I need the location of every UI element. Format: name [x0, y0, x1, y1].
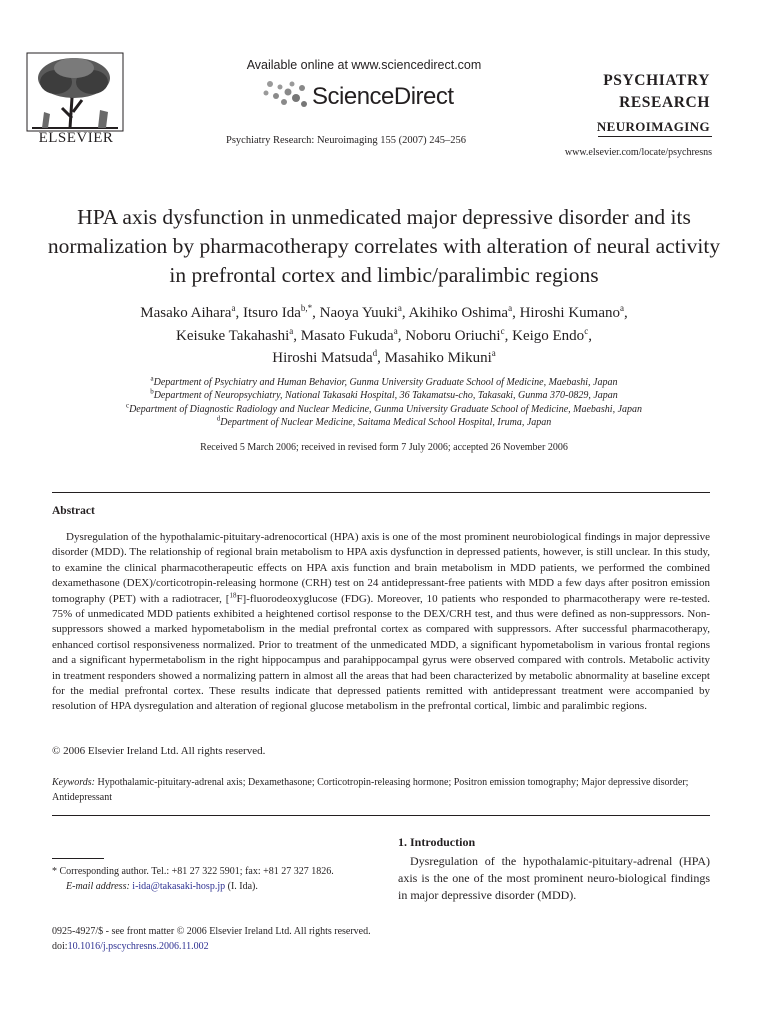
corresponding-author-note: * Corresponding author. Tel.: +81 27 322 5901; fax: +81 27 327 1826. [52, 866, 334, 877]
author-affiliation-mark: a [393, 325, 398, 336]
author-separator: , [624, 305, 628, 321]
affiliation-list [40, 376, 728, 430]
introduction-paragraph: Dysregulation of the hypothalamic-pituitary-adrenal (HPA) axis is the one of the most prominent neuro-biological findings in major depressive disorder (MDD). [398, 854, 710, 902]
affiliation-text: Department of Nuclear Medicine, Saitama Medical School Hospital, Iruma, Japan [220, 417, 552, 429]
journal-section: NEUROIMAGING [596, 119, 710, 134]
keywords-list: Hypothalamic-pituitary-adrenal axis; Dexamethasone; Corticotropin-releasing hormone; Positron emission tomography; Major depressive disorder; Antidepressant [52, 777, 689, 803]
author-name: Noboru Oriuchi [405, 327, 501, 344]
abstract-text-part1: Dysregulation of the hypothalamic-pituitary-adrenocortical (HPA) axis is one of the most prominent neurobiological findings in major depressive disorder (MDD). The relationship of regional brain metabolism to HPA axis dysfunction in depressed patients, however, is still unclear. In this study, to examine the clinical pharmacotherapeutic effects on HPA axis function and brain metabolism in MDD patients, we performed the combined dexamethasone (DEX)/corticotropin-releasing hormone (CRH) test on 24 antidepressant-free patients with MDD a few days after positron emission tomography (PET) with a radiotracer, [ [52, 531, 710, 605]
author-separator: , [293, 327, 301, 344]
doi-label: doi: [52, 940, 68, 952]
author-name: Masato Fukuda [300, 327, 394, 344]
author-name: Hiroshi Kumano [519, 305, 621, 321]
affiliation-mark: b [150, 388, 154, 397]
author-separator: , [401, 305, 409, 321]
author-separator: , [512, 305, 520, 321]
abstract-top-rule [52, 492, 710, 493]
affiliation-line [40, 376, 728, 389]
issn-line: 0925-4927/$ - see front matter © 2006 Elsevier Ireland Ltd. All rights reserved. [52, 926, 371, 937]
author-name: Hiroshi Matsuda [272, 350, 373, 366]
affiliation-mark: c [125, 401, 130, 410]
elsevier-wordmark: ELSEVIER [38, 130, 114, 146]
abstract-heading: Abstract [52, 505, 95, 517]
front-matter [52, 925, 472, 954]
author-affiliation-mark: a [491, 348, 496, 358]
email-link[interactable]: i-ida@takasaki-hosp.jp [132, 881, 226, 892]
isotope-superscript: 18 [229, 590, 237, 599]
affiliation-mark: a [150, 374, 154, 383]
affiliation-text: Department of Psychiatry and Human Behavior, Gunma University Graduate School of Medicine, Maebashi, Japan [153, 377, 618, 388]
sciencedirect-dots-icon [262, 78, 310, 110]
received-dates: Received 5 March 2006; received in revised form 7 July 2006; accepted 26 November 2006 [200, 442, 568, 453]
article-title: HPA axis dysfunction in unmedicated major depressive disorder and its normalization by pharmacotherapy correlates with alteration of neural activity in prefrontal cortex and limbic/paralimbic regions [47, 205, 721, 287]
affiliation-mark: d [216, 414, 221, 423]
author-separator: , [312, 305, 320, 321]
abstract-body [52, 530, 710, 715]
available-online-text: Available online at www.sciencedirect.com [246, 58, 482, 72]
journal-title-line2: RESEARCH [619, 94, 710, 111]
author-name: Masahiko Mikuni [384, 350, 492, 366]
section-heading-introduction: 1. Introduction [398, 835, 476, 849]
keywords-label: Keywords: [52, 777, 95, 788]
author-separator: , [377, 350, 385, 366]
affiliation-text: Department of Diagnostic Radiology and Nuclear Medicine, Gunma University Graduate School of Medicine, Maebashi, Japan [129, 403, 643, 415]
footnote-rule [52, 858, 104, 859]
affiliation-line [40, 416, 728, 429]
keywords [52, 775, 710, 805]
affiliation-text: Department of Neuropsychiatry, National Takasaki Hospital, 36 Takamatsu-cho, Takasaki, Gunma 370-0829, Japan [153, 390, 618, 402]
author-affiliation-mark: a [620, 303, 625, 313]
author-affiliation-mark: a [289, 325, 294, 336]
author-affiliation-mark: a [508, 303, 513, 313]
elsevier-tree-logo [26, 52, 124, 132]
journal-citation: Psychiatry Research: Neuroimaging 155 (2007) 245–256 [226, 135, 466, 146]
author-list [40, 302, 728, 370]
author-affiliation-mark: c [500, 325, 505, 336]
author-name: Akihiko Oshima [408, 305, 509, 321]
email-suffix: (I. Ida). [225, 881, 258, 892]
journal-title-line1: PSYCHIATRY [603, 72, 710, 89]
affiliation-line [40, 389, 728, 402]
abstract-bottom-rule [52, 815, 710, 816]
author-affiliation-mark: a [231, 303, 236, 313]
author-separator: , [504, 327, 513, 344]
email-line [52, 879, 372, 894]
doi-line [52, 940, 472, 955]
author-name: Keisuke Takahashi [176, 327, 290, 344]
author-name: Keigo Endo [512, 327, 585, 344]
journal-rule [598, 136, 712, 137]
doi-link[interactable]: 10.1016/j.pscychresns.2006.11.002 [67, 940, 209, 952]
introduction-text [398, 853, 710, 904]
abstract-text-part2: F]-fluorodeoxyglucose (FDG). Moreover, 10 patients who responded to pharmacotherapy were re-tested. 75% of unmedicated MDD patients exhibited a heightened cortisol response to the DEX/CRH test, and thus were defined as non-suppressors. Non-suppressors showed a marked hypometabolism in the medial prefrontal cortex as compared with suppressors. After successful pharmacotherapy, enhanced cortisol responsiveness normalized. Prior to treatment of the unmedicated MDD, a significant hypometabolism in various frontal regions and a significant hypermetabolism in the right hippocampus and parahippocampal gyrus were observed compared with controls. Metabolic activity in treatment responders showed a normalizing pattern in almost all the areas that had been characterized by metabolic abnormality at baseline except for the medial prefrontal cortex. These results indicate that depressed patients remitted with antidepressant treatment were accompanied by resolution of HPA dysregulation and alteration of regional glucose metabolism in the prefrontal cortical, limbic and paralimbic regions. [52, 592, 710, 713]
author-separator: , [235, 305, 243, 321]
author-name: Masako Aihara [140, 305, 232, 321]
email-label: E-mail address: [66, 881, 130, 892]
sciencedirect-logo-text: ScienceDirect [312, 83, 454, 110]
author-separator: , [397, 327, 406, 344]
affiliation-line [40, 403, 728, 416]
abstract-copyright: © 2006 Elsevier Ireland Ltd. All rights reserved. [52, 745, 266, 757]
author-affiliation-mark: d [372, 348, 378, 358]
author-name: Naoya Yuuki [319, 305, 398, 321]
author-affiliation-mark: a [397, 303, 402, 313]
footnote [52, 864, 372, 894]
author-name: Itsuro Ida [242, 305, 301, 321]
author-affiliation-mark: c [584, 325, 589, 336]
author-separator: , [588, 327, 592, 344]
journal-url-link[interactable]: www.elsevier.com/locate/psychresns [564, 147, 712, 158]
author-affiliation-mark: b,* [300, 303, 313, 313]
